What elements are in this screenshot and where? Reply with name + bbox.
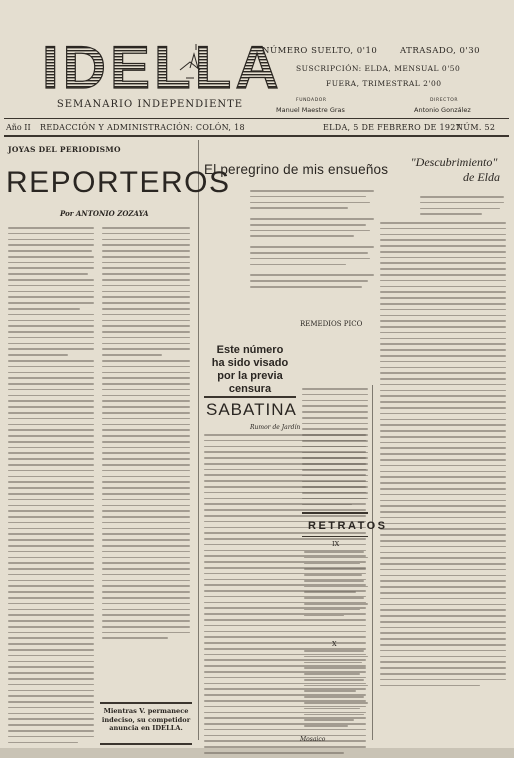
section-title-retratos: RETRATOS [308,520,388,532]
founder-name: Manuel Maestre Gras [276,106,345,114]
issue-number: NÚM. 52 [456,123,496,132]
subscribe-promo-text: Mientras V. permanece indeciso, su competidor anuncia en IDELLA. [101,707,191,732]
retratos-numeral-2: X [332,640,337,648]
svg-text:IDELLA: IDELLA [42,34,283,101]
article-title-sabatina: SABATINA [206,400,297,419]
founder-label: FUNDADOR [296,98,327,103]
descubrimiento-epigraph [420,196,504,219]
reporteros-body-col2 [102,227,190,643]
peregrino-author: REMEDIOS PICO [300,320,363,328]
retratos-verse-1 [304,551,368,620]
section-kicker: JOYAS DEL PERIODISMO [8,145,121,154]
article-title-descubrimiento: "Descubrimiento" de Elda [410,155,500,184]
censorship-notice: Este número ha sido visado por la previa censura [211,344,289,395]
price-single: NÚMERO SUELTO, 0'10 [262,46,378,56]
sabatina-signature: Mosaico [300,736,326,743]
masthead-title [40,34,283,101]
issue-year: Año II [6,123,31,132]
sabatina-byline: Rumor de Jardín [250,424,301,431]
descubrimiento-body [380,222,506,690]
retratos-numeral: IX [332,540,340,548]
subscribe-promo-box [100,702,192,745]
price-back-issue: ATRASADO, 0'30 [400,46,481,56]
editorial-address: REDACCIÓN Y ADMINISTRACIÓN: COLÓN, 18 [40,123,245,132]
director-label: DIRECTOR [430,98,459,103]
administration-notice [302,388,368,509]
idella-logo [40,34,283,101]
peregrino-body [250,190,374,292]
article-byline: Por ANTONIO ZOZAYA [60,209,149,218]
reporteros-body-col1 [8,227,94,747]
subscription-quarterly: FUERA, TRIMESTRAL 2'00 [326,79,442,88]
subscription-monthly: SUSCRIPCIÓN: ELDA, MENSUAL 0'50 [296,64,461,73]
director-name: Antonio González [414,106,471,114]
article-title-reporteros: REPORTEROS [6,166,231,199]
article-title-peregrino: El peregrino de mis ensueños [204,162,389,177]
retratos-verse-2 [304,650,368,731]
masthead-subtitle: SEMANARIO INDEPENDIENTE [56,99,244,110]
issue-date: ELDA, 5 DE FEBRERO DE 1927 [323,123,462,132]
